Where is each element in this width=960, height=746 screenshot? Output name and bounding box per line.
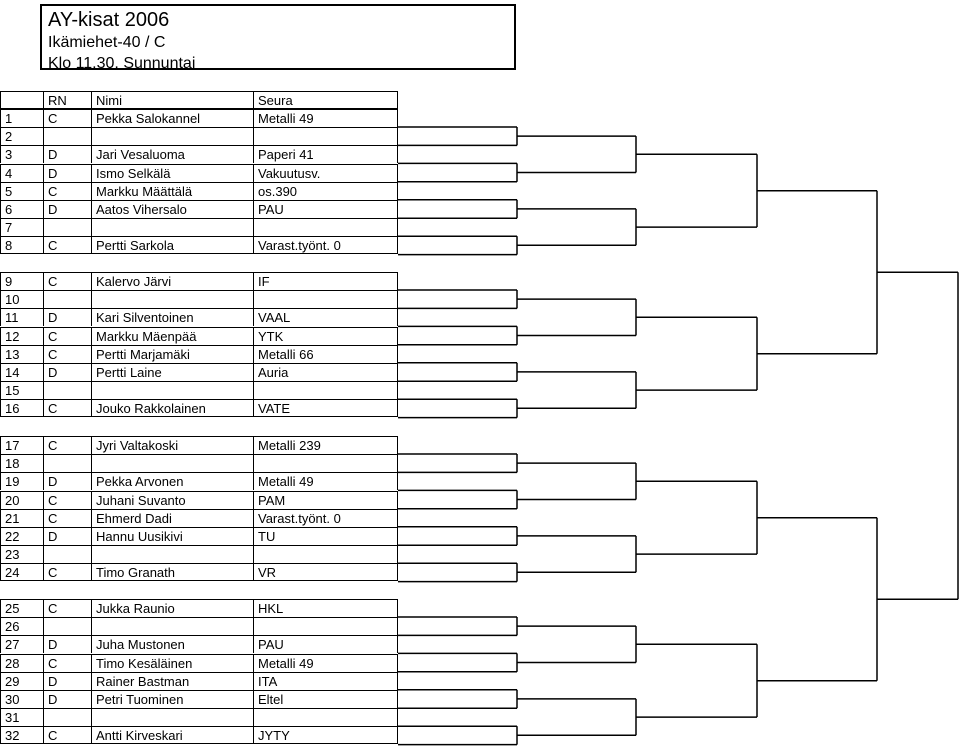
rn-cell: D xyxy=(43,309,91,326)
club-name: Metalli 49 xyxy=(253,655,399,672)
club-name: Varast.työnt. 0 xyxy=(253,510,399,527)
draw-number: 11 xyxy=(5,310,19,326)
club-name: TU xyxy=(253,528,399,545)
draw-number: 19 xyxy=(5,474,20,490)
club-name: Vakuutusv. xyxy=(253,165,399,182)
club-name: PAM xyxy=(253,492,399,509)
rn-cell: C xyxy=(43,237,91,254)
player-name: Pekka Arvonen xyxy=(91,473,253,490)
event-time: Klo 11.30, Sunnuntai xyxy=(48,55,196,72)
draw-number: 27 xyxy=(5,637,20,653)
rn-cell: D xyxy=(43,165,91,182)
draw-number: 29 xyxy=(5,673,20,689)
player-name: Jyri Valtakoski xyxy=(91,437,253,454)
club-name: Auria xyxy=(253,364,399,381)
player-name: Rainer Bastman xyxy=(91,673,253,690)
club-name: PAU xyxy=(253,201,399,218)
club-name: VR xyxy=(253,564,399,581)
player-name: Markku Määttälä xyxy=(91,183,253,200)
event-title: AY-kisat 2006 xyxy=(48,9,170,31)
draw-number: 2 xyxy=(5,129,13,145)
rn-cell: D xyxy=(43,146,91,163)
column-header-club: Seura xyxy=(253,92,399,109)
draw-number: 7 xyxy=(5,220,13,236)
rn-cell: C xyxy=(43,110,91,127)
draw-number: 21 xyxy=(5,510,20,526)
club-name: HKL xyxy=(253,600,399,617)
player-name: Markku Mäenpää xyxy=(91,328,253,345)
club-name: JYTY xyxy=(253,727,399,744)
event-class: Ikämiehet-40 / C xyxy=(48,34,166,51)
club-name: YTK xyxy=(253,328,399,345)
draw-number: 9 xyxy=(5,274,13,289)
draw-number: 8 xyxy=(5,238,13,254)
rn-cell: C xyxy=(43,346,91,363)
rn-cell: D xyxy=(43,528,91,545)
rn-cell: C xyxy=(43,183,91,200)
player-name: Kari Silventoinen xyxy=(91,309,253,326)
player-name: Aatos Vihersalo xyxy=(91,201,253,218)
player-name: Hannu Uusikivi xyxy=(91,528,253,545)
player-name: Pekka Salokannel xyxy=(91,110,253,127)
rn-cell: D xyxy=(43,201,91,218)
player-name: Timo Granath xyxy=(91,564,253,581)
draw-number: 20 xyxy=(5,492,20,508)
club-name: PAU xyxy=(253,636,399,653)
rn-cell: C xyxy=(43,510,91,527)
club-name: Metalli 49 xyxy=(253,110,399,127)
player-name: Juhani Suvanto xyxy=(91,492,253,509)
club-name: Metalli 49 xyxy=(253,473,399,490)
club-name: VAAL xyxy=(253,309,399,326)
player-name: Juha Mustonen xyxy=(91,636,253,653)
rn-cell: C xyxy=(43,437,91,454)
club-name: IF xyxy=(253,273,399,290)
club-name: Varast.työnt. 0 xyxy=(253,237,399,254)
draw-number: 4 xyxy=(5,165,13,181)
draw-number: 32 xyxy=(5,728,20,744)
rn-cell: C xyxy=(43,564,91,581)
club-name: Paperi 41 xyxy=(253,146,399,163)
club-name: os.390 xyxy=(253,183,399,200)
draw-number: 6 xyxy=(5,202,13,217)
player-name: Antti Kirveskari xyxy=(91,727,253,744)
rn-cell: D xyxy=(43,473,91,490)
club-name: VATE xyxy=(253,400,399,417)
draw-number: 22 xyxy=(5,529,20,544)
rn-cell: C xyxy=(43,273,91,290)
draw-number: 31 xyxy=(5,710,20,726)
rn-cell: D xyxy=(43,691,91,708)
player-name: Kalervo Järvi xyxy=(91,273,253,290)
rn-cell: C xyxy=(43,492,91,509)
rn-cell: D xyxy=(43,673,91,690)
player-name: Pertti Laine xyxy=(91,364,253,381)
draw-number: 15 xyxy=(5,383,20,399)
player-name: Pertti Sarkola xyxy=(91,237,253,254)
draw-number: 18 xyxy=(5,456,20,472)
draw-number: 30 xyxy=(5,692,20,707)
draw-number: 17 xyxy=(5,438,20,453)
draw-number: 5 xyxy=(5,183,13,199)
draw-number: 16 xyxy=(5,401,20,417)
draw-number: 14 xyxy=(5,365,20,380)
player-name: Timo Kesäläinen xyxy=(91,655,253,672)
draw-number: 10 xyxy=(5,292,20,308)
rn-cell: D xyxy=(43,636,91,653)
rn-cell: C xyxy=(43,655,91,672)
draw-number: 3 xyxy=(5,147,13,163)
rn-cell: C xyxy=(43,727,91,744)
player-name: Pertti Marjamäki xyxy=(91,346,253,363)
draw-number: 1 xyxy=(5,111,13,126)
draw-number: 24 xyxy=(5,565,20,581)
rn-cell: C xyxy=(43,600,91,617)
club-name: ITA xyxy=(253,673,399,690)
draw-number: 23 xyxy=(5,547,20,563)
column-header-name: Nimi xyxy=(91,92,253,109)
draw-number: 26 xyxy=(5,619,20,635)
draw-number: 12 xyxy=(5,328,20,344)
player-name: Petri Tuominen xyxy=(91,691,253,708)
player-name: Ehmerd Dadi xyxy=(91,510,253,527)
column-header-rn: RN xyxy=(43,92,91,109)
draw-number: 13 xyxy=(5,346,20,362)
club-name: Metalli 66 xyxy=(253,346,399,363)
draw-number: 28 xyxy=(5,655,20,671)
draw-number: 25 xyxy=(5,601,20,616)
player-name: Jouko Rakkolainen xyxy=(91,400,253,417)
player-name: Jari Vesaluoma xyxy=(91,146,253,163)
rn-cell: D xyxy=(43,364,91,381)
rn-cell: C xyxy=(43,328,91,345)
club-name: Metalli 239 xyxy=(253,437,399,454)
club-name: Eltel xyxy=(253,691,399,708)
rn-cell: C xyxy=(43,400,91,417)
player-name: Ismo Selkälä xyxy=(91,165,253,182)
player-name: Jukka Raunio xyxy=(91,600,253,617)
